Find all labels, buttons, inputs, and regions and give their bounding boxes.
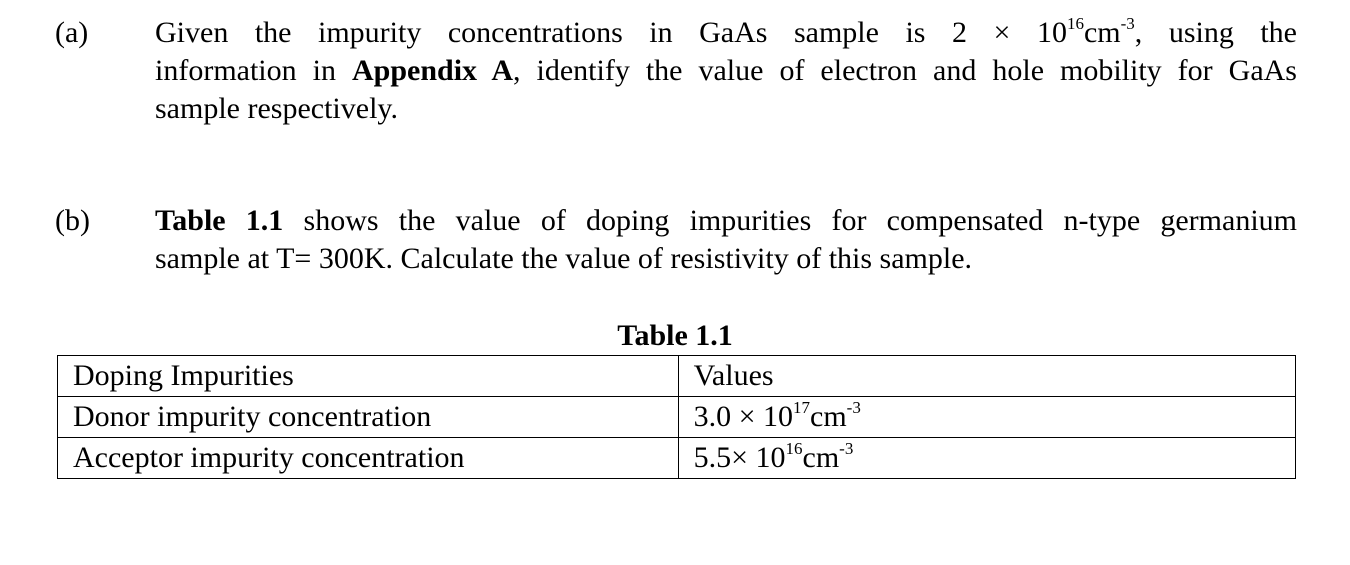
table-header-row — [58, 356, 1296, 397]
row-donor-name: Donor impurity concentration — [58, 397, 679, 438]
question-a-line-3: sample respectively. — [155, 92, 398, 125]
question-a-line-1 — [155, 14, 1297, 52]
row-acceptor-name: Acceptor impurity concentration — [58, 438, 679, 479]
acceptor-value-base: 5.5× 10 — [693, 441, 786, 474]
appendix-reference: Appendix A — [351, 54, 514, 87]
question-b-line-2: sample at T= 300K. Calculate the value of resistivity of this sample. — [155, 242, 973, 275]
question-a-line-1-suffix: , using the — [1134, 16, 1297, 49]
row-acceptor-value — [678, 438, 1295, 479]
table-row — [58, 438, 1296, 479]
table-header-doping: Doping Impurities — [58, 356, 679, 397]
question-a-line-2 — [155, 52, 1297, 90]
question-a-label: (a) — [55, 16, 89, 49]
question-a-unit: cm — [1083, 16, 1121, 49]
question-a-line-2-suffix: , identify the value of electron and hole mobility for GaAs — [513, 54, 1297, 87]
question-a-line-1-prefix: Given the impurity concentrations in GaAs sample is 2 × 10 — [155, 16, 1067, 49]
donor-value-base: 3.0 × 10 — [693, 400, 794, 433]
acceptor-value-unit: cm — [802, 441, 840, 474]
table-header-values: Values — [678, 356, 1295, 397]
question-a-unit-exponent: -3 — [1120, 14, 1135, 33]
donor-unit-exponent: -3 — [846, 398, 861, 417]
acceptor-unit-exponent: -3 — [839, 439, 854, 458]
donor-value-unit: cm — [810, 400, 847, 433]
question-b-label: (b) — [55, 204, 90, 237]
question-a-exponent: 16 — [1066, 14, 1084, 33]
question-a-line-2-prefix: information in — [155, 54, 352, 87]
question-b-line-1-suffix: shows the value of doping impurities for compensated n-type germanium — [283, 204, 1297, 237]
question-b-line-1 — [155, 202, 1297, 240]
acceptor-value-exponent: 16 — [785, 439, 803, 458]
table-row — [58, 397, 1296, 438]
table-caption: Table 1.1 — [617, 319, 733, 352]
table-reference: Table 1.1 — [155, 204, 284, 237]
doping-table — [57, 355, 1296, 479]
donor-value-exponent: 17 — [793, 398, 811, 417]
row-donor-value — [678, 397, 1295, 438]
